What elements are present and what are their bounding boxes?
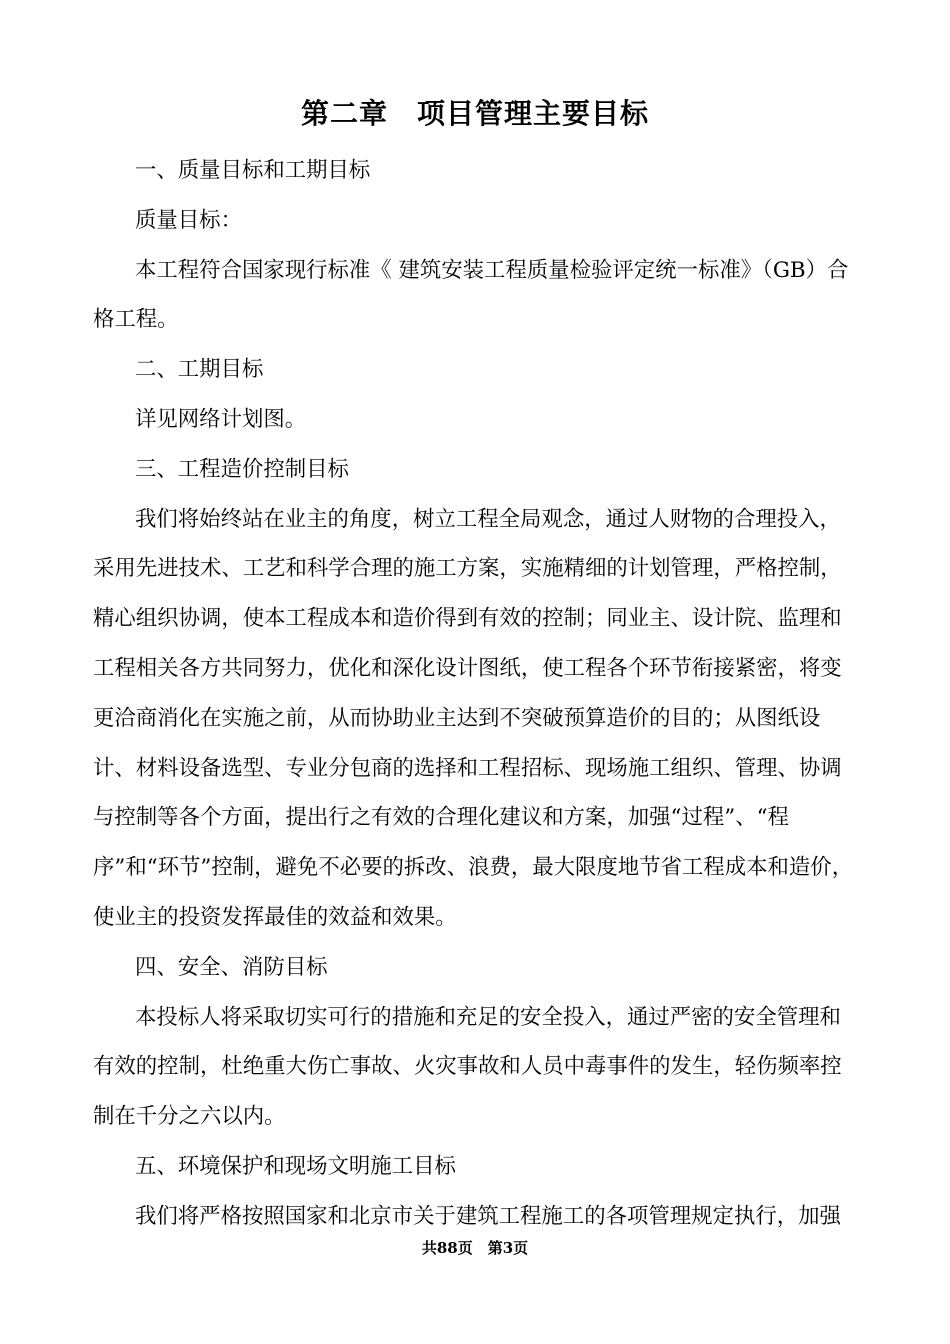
heading-cost-control: 三、工程造价控制目标 xyxy=(135,456,349,482)
heading-quality-schedule: 一、质量目标和工期目标 xyxy=(135,158,371,183)
document-body xyxy=(93,146,861,1242)
heading-environment: 五、环境保护和现场文明施工目标 xyxy=(135,1153,456,1179)
paragraph-safety-fire: 本投标人将采取切实可行的措施和充足的安全投入，通过严密的安全管理和有效的控制，杜绝重大伤亡事故、火灾事故和人员中毒事件的发生，轻伤频率控制在千分之六以内。 xyxy=(93,1004,842,1130)
chapter-title: 第二章 项目管理主要目标 xyxy=(300,97,649,130)
label-quality-target: 质量目标： xyxy=(135,207,242,233)
paragraph-cost-control: 我们将始终站在业主的角度，树立工程全局观念，通过人财物的合理投入，采用先进技术、工艺和科学合理的施工方案，实施精细的计划管理，严格控制，精心组织协调，使本工程成本和造价得到有效的控制；同业主、设计院、监理和工程相关各方共同努力，优化和深化设计图纸，使工程各个环节衔接紧密，将变更洽商消化在实施之前，从而协助业主达到不突破预算造价的目的；从图纸设计、材料设备选型、专业分包商的选择和工程招标、现场施工组织、管理、协调与控制等各个方面，提出行之有效的合理化建议和方案，加强“过程”、“程序”和“环节”控制，避免不必要的拆改、浪费，最大限度地节省工程成本和造价，使业主的投资发挥最佳的效益和效果。 xyxy=(93,506,854,930)
page-footer: 共88页 第3页 xyxy=(421,1239,529,1257)
paragraph-quality-standard: 本工程符合国家现行标准《 建筑安装工程质量检验评定统一标准》（GB）合格工程。 xyxy=(93,257,849,333)
heading-safety-fire: 四、安全、消防目标 xyxy=(135,954,328,980)
paragraph-schedule-detail: 详见网络计划图。 xyxy=(135,406,307,432)
paragraph-environment: 我们将严格按照国家和北京市关于建筑工程施工的各项管理规定执行，加强 xyxy=(135,1203,841,1229)
heading-schedule-target: 二、工期目标 xyxy=(135,357,264,383)
